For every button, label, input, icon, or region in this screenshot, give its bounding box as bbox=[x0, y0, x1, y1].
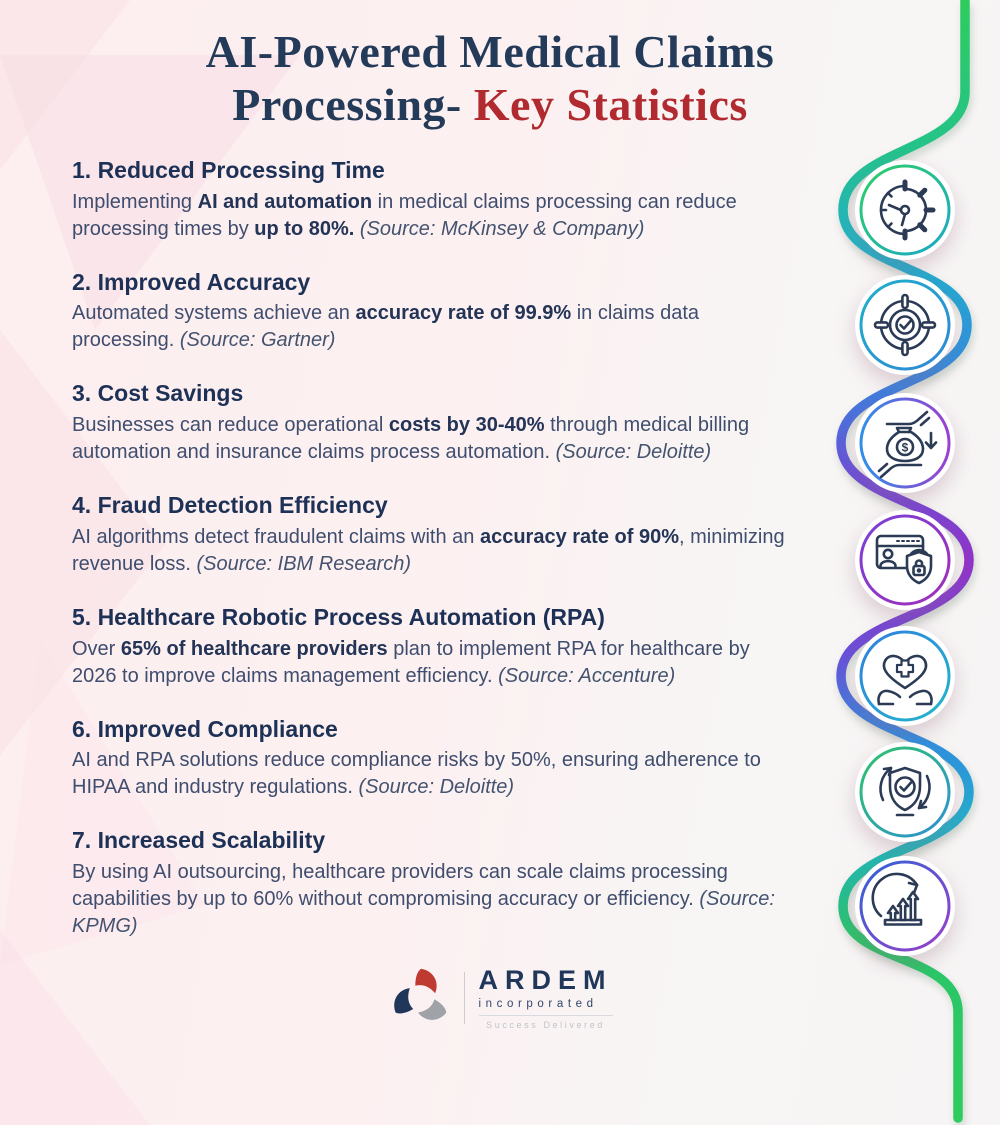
logo-divider bbox=[464, 972, 465, 1024]
stat-section-2 bbox=[72, 268, 790, 355]
stat-heading: 3. Cost Savings bbox=[72, 380, 244, 407]
logo-subtitle: incorporated bbox=[479, 998, 613, 1016]
title-line2-accent: Key Statistics bbox=[473, 78, 748, 130]
title-line1: AI-Powered Medical Claims bbox=[205, 26, 775, 77]
page-title bbox=[0, 0, 980, 132]
logo-tagline: Success Delivered bbox=[486, 1019, 605, 1030]
stat-section-5 bbox=[72, 603, 790, 690]
stat-body: Implementing AI and automation in medical claims processing can reduce processing times by up to 80%. (Source: McKinsey & Company) bbox=[72, 190, 737, 240]
logo-name: ARDEM bbox=[478, 964, 613, 995]
svg-text:$: $ bbox=[901, 440, 909, 455]
stat-heading: 6. Improved Compliance bbox=[72, 715, 338, 742]
stat-heading: 5. Healthcare Robotic Process Automation (RPA) bbox=[72, 603, 605, 630]
stat-body: Over 65% of healthcare providers plan to implement RPA for healthcare by 2026 to improve claims management efficiency. (Source: Accenture) bbox=[72, 637, 750, 687]
stat-section-1 bbox=[72, 156, 790, 243]
logo-text bbox=[478, 964, 613, 1030]
stat-section-4 bbox=[72, 491, 790, 578]
stat-section-6 bbox=[72, 715, 790, 802]
stat-body: By using AI outsourcing, healthcare providers can scale claims processing capabilities by up to 60% without compromising accuracy or efficiency. (Source: KPMG) bbox=[72, 861, 775, 938]
stat-section-7 bbox=[72, 826, 790, 940]
stat-heading: 2. Improved Accuracy bbox=[72, 268, 311, 295]
stat-heading: 4. Fraud Detection Efficiency bbox=[72, 492, 388, 519]
stat-heading: 7. Increased Scalability bbox=[72, 827, 326, 854]
statistics-list bbox=[72, 156, 790, 940]
ardem-logo bbox=[0, 965, 1000, 1031]
title-line2-dark: Processing- bbox=[232, 78, 474, 130]
stat-body: AI and RPA solutions reduce compliance risks by 50%, ensuring adherence to HIPAA and industry regulations. (Source: Deloitte) bbox=[72, 749, 761, 799]
stat-body: Businesses can reduce operational costs by 30-40% through medical billing automation and insurance claims process automation. (Source: Deloitte) bbox=[72, 414, 750, 464]
stat-heading: 1. Reduced Processing Time bbox=[72, 156, 385, 183]
stat-section-3 bbox=[72, 379, 790, 466]
ardem-logo-mark-icon bbox=[388, 965, 454, 1031]
stat-body: Automated systems achieve an accuracy rate of 99.9% in claims data processing. (Source: Gartner) bbox=[72, 302, 700, 352]
stat-body: AI algorithms detect fraudulent claims with an accuracy rate of 90%, minimizing revenue loss. (Source: IBM Research) bbox=[72, 525, 785, 575]
